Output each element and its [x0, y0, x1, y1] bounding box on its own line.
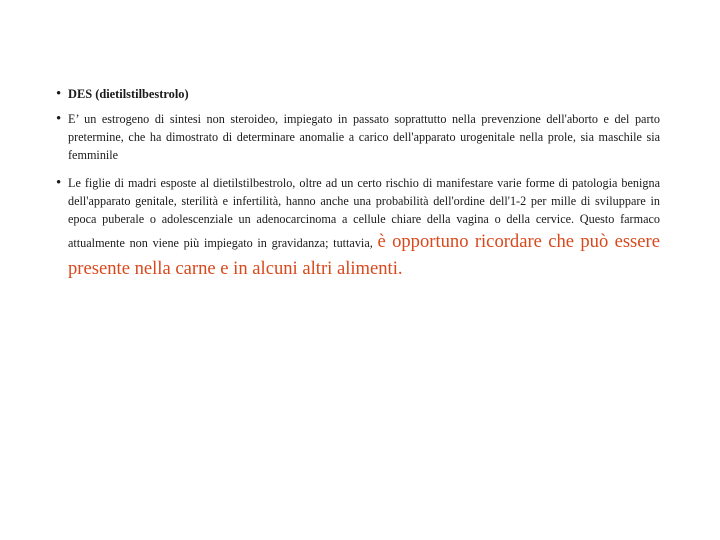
bullet-marker: • — [56, 175, 62, 191]
bullet-marker: • — [56, 111, 62, 127]
bullet-estrogen-description — [56, 111, 660, 164]
daughters-risk-text: Le figlie di madri esposte al dietilstilbestrolo, oltre ad un certo rischio di manifestare varie forme di patologia benigna dell'apparato genitale, sterilità e infertilità, hanno anche una probabilità dell'ordine dell'1-2 per mille di sviluppare in epoca puberale o adolescenziale un adenocarcinoma a cellule chiare della vagina o della cervice. Questo farmaco attualmente non viene più impiegato in gravidanza; tuttavia, — [68, 176, 660, 251]
highlight-warning-text: è opportuno ricordare che può essere presente nella carne e in alcuni altri alimenti. — [68, 231, 660, 280]
bullet-des — [56, 86, 660, 104]
bullet-des-text: DES (dietilstilbestrolo) — [68, 87, 189, 101]
bullet-daughters-risk — [56, 175, 660, 282]
bullet-daughters-text — [68, 175, 660, 282]
bullet-marker: • — [56, 86, 62, 102]
bullet-estrogen-text: E’ un estrogeno di sintesi non steroideo, impiegato in passato soprattutto nella prevenzione dell'aborto e del parto pretermine, che ha dimostrato di determinare anomalie a carico dell'apparato urogenitale nella prole, sia maschile sia femminile — [68, 112, 660, 162]
